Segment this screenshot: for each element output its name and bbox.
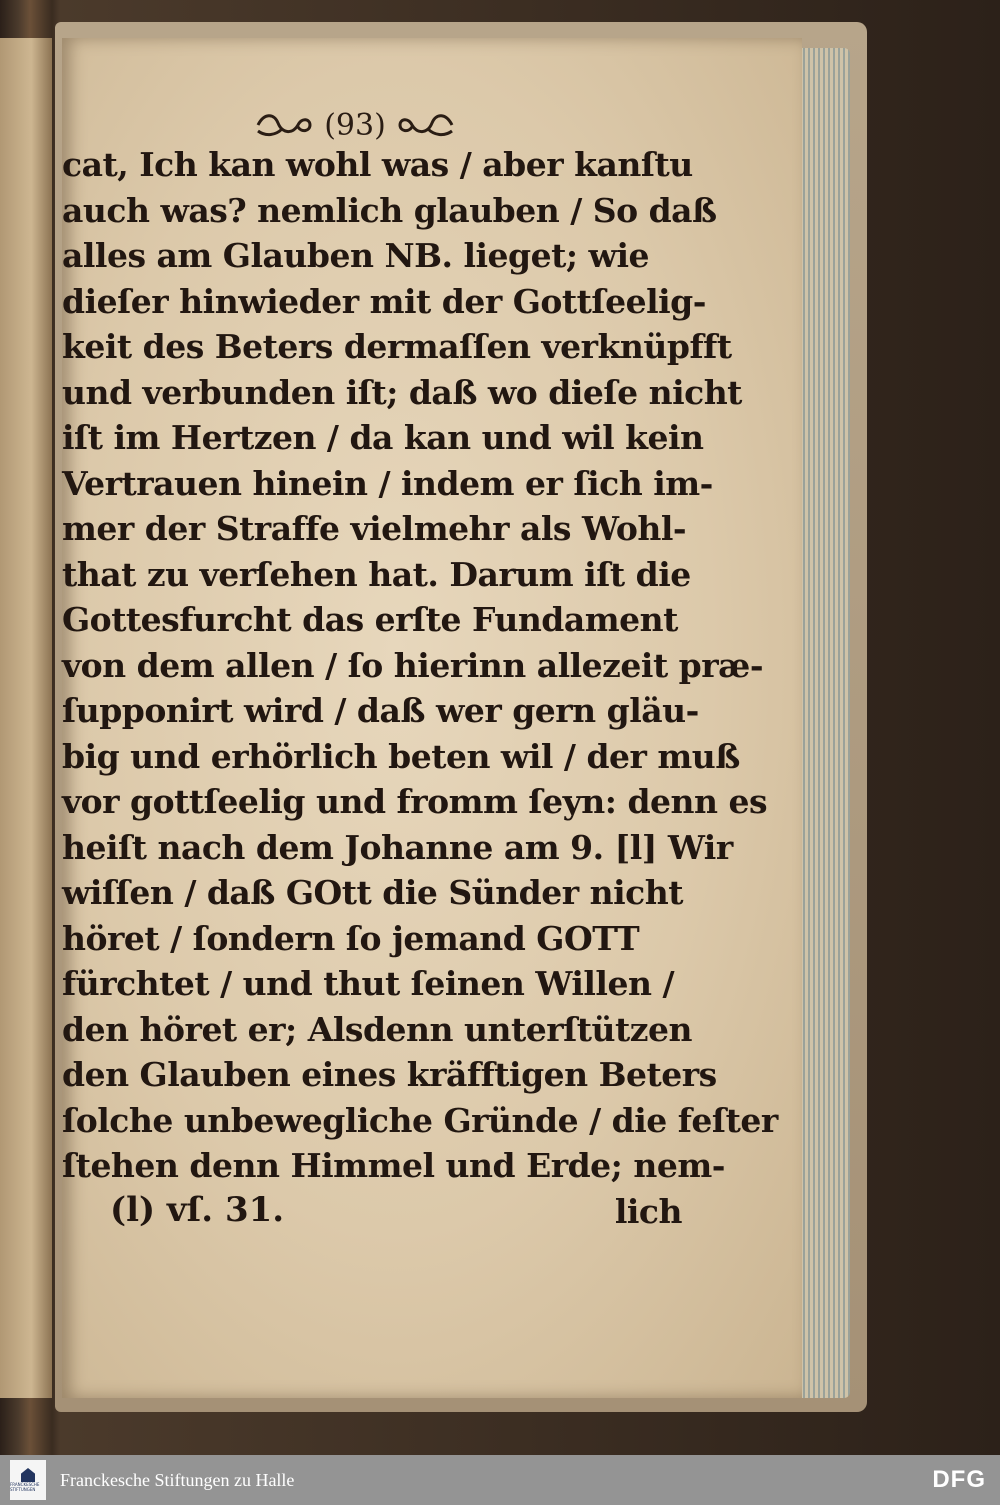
- building-icon: [21, 1468, 35, 1482]
- viewer-footer: [0, 1455, 1000, 1505]
- text-line: von dem allen / ſo hierinn allezeit præ-: [62, 645, 764, 685]
- text-line: alles am Glauben NB. lieget; wie: [62, 236, 649, 275]
- text-line: vor gottſeelig und fromm ſeyn: denn es: [62, 782, 768, 821]
- text-line: fürchtet / und thut ſeinen Willen /: [62, 964, 674, 1003]
- text-line: iſt im Hertzen / da kan und wil kein: [62, 418, 704, 457]
- text-line: mer der Straffe vielmehr als Wohl-: [62, 509, 687, 548]
- text-line: und verbunden iſt; daß wo dieſe nicht: [62, 372, 742, 412]
- text-line: ſolche unbewegliche Gründe / die feſter: [62, 1100, 778, 1140]
- text-line: Gottesfurcht das erſte Fundament: [62, 600, 678, 639]
- text-line: keit des Beters dermaſſen verknüpfft: [62, 327, 732, 366]
- text-line: ſtehen denn Himmel und Erde; nem-: [62, 1146, 725, 1185]
- text-line: den höret er; Alsdenn unterſtützen: [62, 1009, 692, 1049]
- ornament-left-icon: [254, 111, 314, 139]
- text-line: that zu verſehen hat. Darum iſt die: [62, 554, 691, 594]
- text-line: dieſer hinwieder mit der Gottſeelig-: [62, 281, 706, 321]
- footnote: (l) vſ. 31.: [110, 1190, 285, 1230]
- text-line: den Glauben eines kräfftigen Beters: [62, 1055, 717, 1094]
- facing-page-edge: [0, 38, 52, 1398]
- text-line: cat, Ich kan wohl was / aber kanſtu: [62, 145, 693, 184]
- text-line: auch was? nemlich glauben / So daß: [62, 190, 717, 230]
- main-text: [62, 142, 778, 1234]
- text-line: heiſt nach dem Johanne am 9. [l] Wir: [62, 827, 733, 867]
- dfg-logo[interactable]: DFG: [932, 1466, 986, 1493]
- text-line: wiſſen / daß GOtt die Sünder nicht: [62, 873, 683, 912]
- logo-text: FRANCKESCHE STIFTUNGEN: [10, 1482, 40, 1492]
- institution-name: Franckesche Stiftungen zu Halle: [60, 1469, 295, 1490]
- institution-logo[interactable]: [10, 1460, 46, 1500]
- page-number: (93): [324, 107, 386, 143]
- text-line: big und erhörlich beten wil / der muß: [62, 736, 740, 776]
- ornament-right-icon: [396, 111, 456, 139]
- text-line: höret / ſondern ſo jemand GOTT: [62, 918, 640, 958]
- text-line: Vertrauen hinein / indem er ſich im-: [62, 463, 713, 503]
- catchword: lich: [614, 1191, 682, 1231]
- text-line: ſupponirt wird / daß wer gern gläu-: [62, 691, 699, 730]
